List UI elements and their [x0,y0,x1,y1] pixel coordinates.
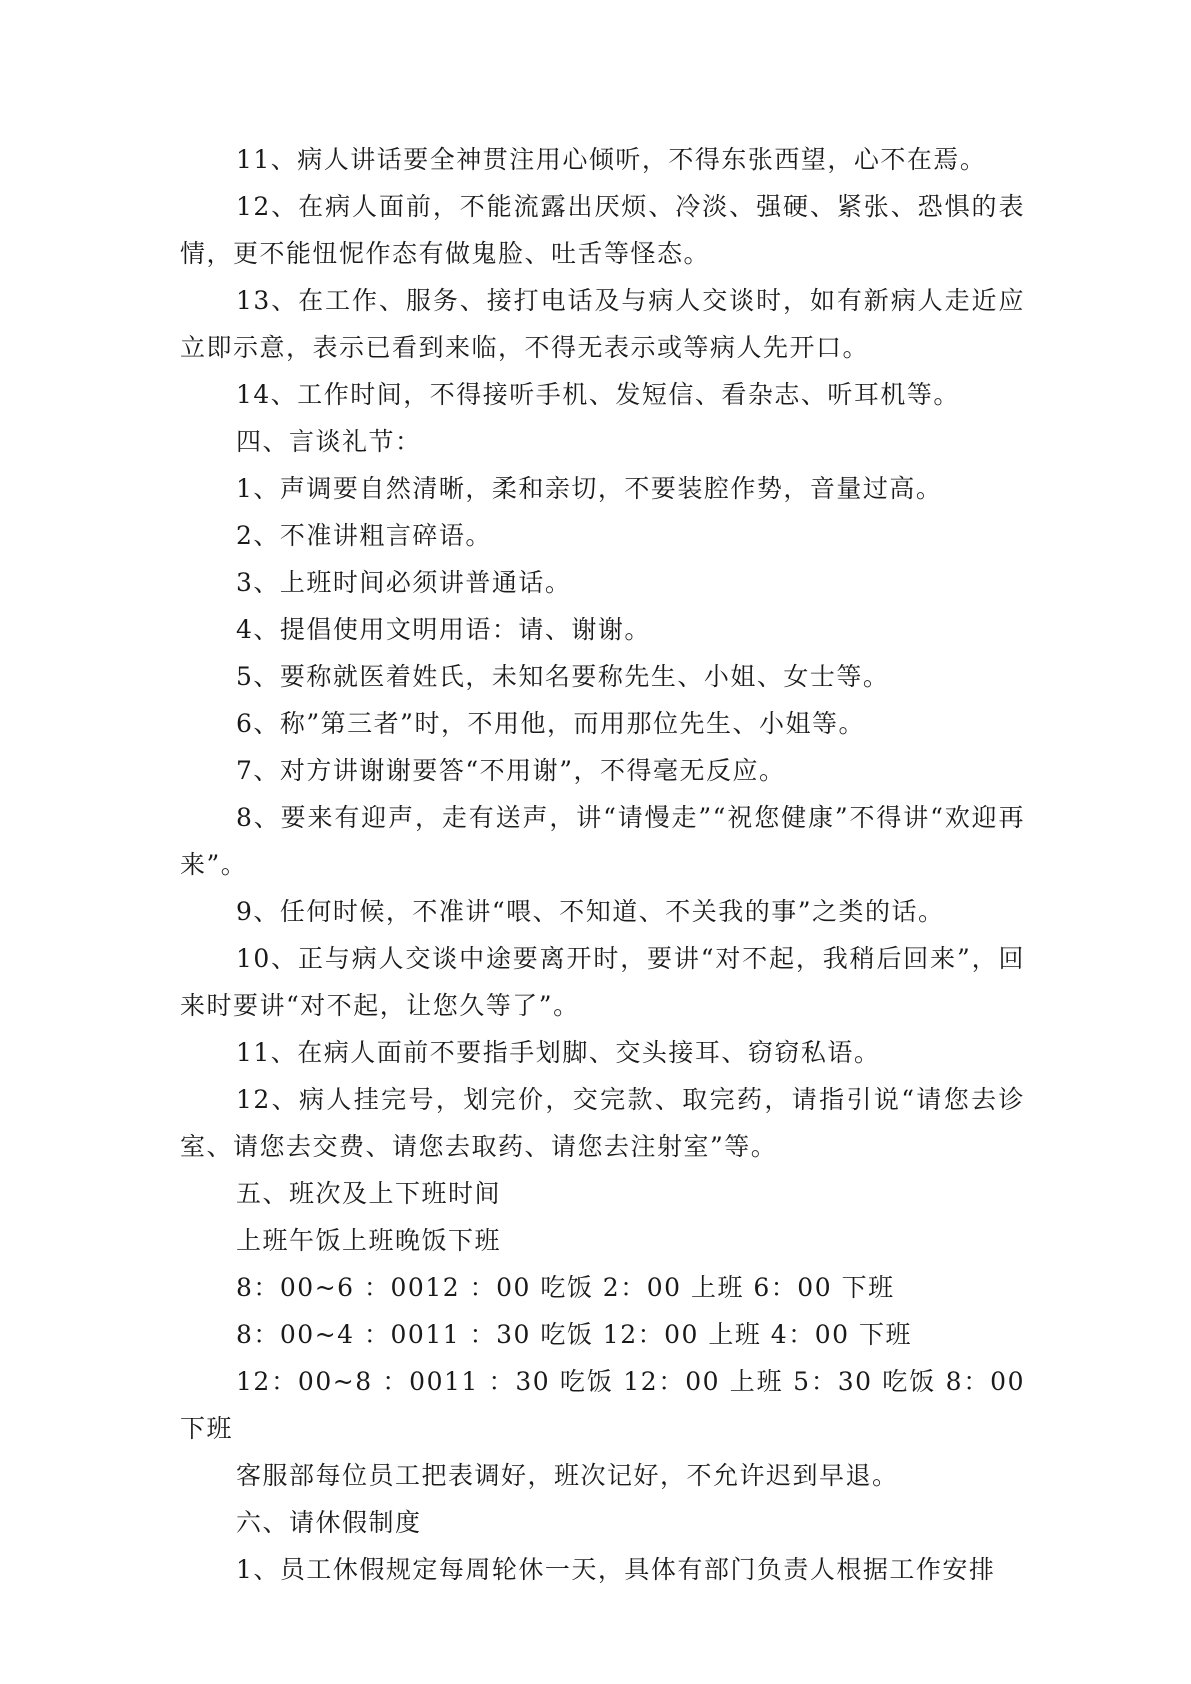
paragraph-leave-1: 1、员工休假规定每周轮休一天，具体有部门负责人根据工作安排 [236,1555,996,1584]
paragraph-rule-13-greeting: 13、在工作、服务、接打电话及与病人交谈时，如有新病人走近应立即示意，表示已看到来临，不得无表示或等病人先开口。 [180,286,1025,362]
paragraph-rule-14-phone: 14、工作时间，不得接听手机、发短信、看杂志、听耳机等。 [236,380,960,409]
schedule-row-3: 12：00~8 ：0011 ：30 吃饭 12：00 上班 5：30 吃饭 8：00 下班 [180,1367,1025,1443]
paragraph-speech-4: 4、提倡使用文明用语：请、谢谢。 [236,615,651,644]
paragraph-speech-7: 7、对方讲谢谢要答“不用谢”，不得毫无反应。 [236,756,786,785]
paragraph-speech-10: 10、正与病人交谈中途要离开时，要讲“对不起，我稍后回来”，回来时要讲“对不起，让您久等了”。 [180,944,1025,1020]
paragraph-speech-3: 3、上班时间必须讲普通话。 [236,568,572,597]
paragraph-speech-8: 8、要来有迎声，走有送声，讲“请慢走”“祝您健康”不得讲“欢迎再来”。 [180,803,1025,879]
paragraph-speech-6: 6、称”第三者”时，不用他，而用那位先生、小姐等。 [236,709,865,738]
paragraph-speech-11: 11、在病人面前不要指手划脚、交头接耳、窃窃私语。 [236,1038,881,1067]
paragraph-speech-12: 12、病人挂完号，划完价，交完款、取完药，请指引说“请您去诊室、请您去交费、请您去取药、请您去注射室”等。 [180,1085,1025,1161]
schedule-row-2: 8：00~4 ：0011 ：30 吃饭 12：00 上班 4：00 下班 [236,1320,912,1349]
section-heading-shift-schedule: 五、班次及上下班时间 [236,1179,502,1208]
paragraph-rule-11-listening: 11、病人讲话要全神贯注用心倾听，不得东张西望，心不在焉。 [236,145,987,174]
schedule-row-1: 8：00~6 ：0012 ：00 吃饭 2：00 上班 6：00 下班 [236,1273,895,1302]
section-heading-speech-etiquette: 四、言谈礼节： [236,427,422,456]
paragraph-rule-12-expression: 12、在病人面前，不能流露出厌烦、冷淡、强硬、紧张、恐惧的表情，更不能忸怩作态有做鬼脸、吐舌等怪态。 [180,192,1025,268]
paragraph-speech-1: 1、声调要自然清晰，柔和亲切，不要装腔作势，音量过高。 [236,474,943,503]
schedule-header-row: 上班午饭上班晚饭下班 [236,1226,502,1255]
paragraph-schedule-note: 客服部每位员工把表调好，班次记好，不允许迟到早退。 [236,1461,899,1490]
paragraph-speech-5: 5、要称就医着姓氏，未知名要称先生、小姐、女士等。 [236,662,890,691]
paragraph-speech-2: 2、不准讲粗言碎语。 [236,521,492,550]
document-body [180,136,1025,1593]
paragraph-speech-9: 9、任何时候，不准讲“喂、不知道、不关我的事”之类的话。 [236,897,945,926]
section-heading-leave-policy: 六、请休假制度 [236,1508,422,1537]
